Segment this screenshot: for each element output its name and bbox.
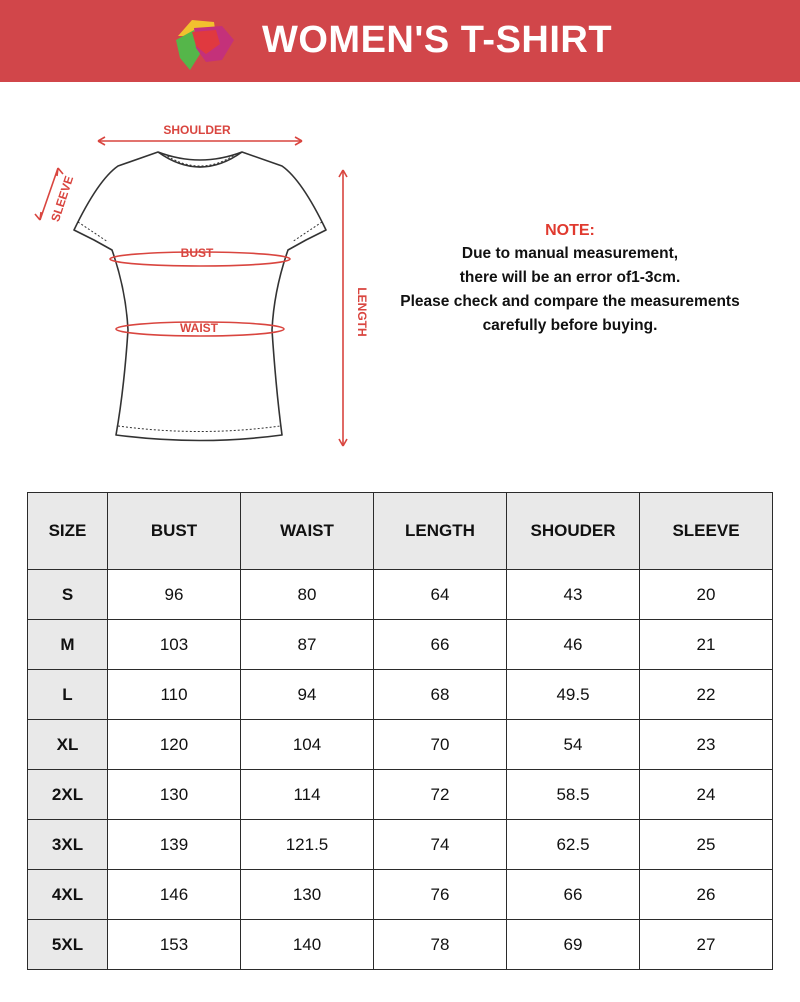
note-line: carefully before buying. — [482, 317, 658, 334]
bust-cell: 96 — [108, 570, 241, 620]
tshirt-measurement-diagram — [0, 90, 400, 470]
length-cell: 72 — [374, 770, 507, 820]
size-cell: 3XL — [28, 820, 108, 870]
shoulder-cell: 58.5 — [507, 770, 640, 820]
table-row — [28, 570, 773, 620]
column-header-waist: WAIST — [241, 493, 374, 570]
waist-cell: 87 — [241, 620, 374, 670]
column-header-bust: BUST — [108, 493, 241, 570]
bust-cell: 120 — [108, 720, 241, 770]
shoulder-cell: 43 — [507, 570, 640, 620]
bust-label: BUST — [180, 246, 214, 260]
note-line: Please check and compare the measurements — [400, 293, 740, 310]
waist-cell: 80 — [241, 570, 374, 620]
table-row — [28, 670, 773, 720]
size-chart-table — [27, 492, 773, 970]
waist-cell: 140 — [241, 920, 374, 970]
size-cell: 2XL — [28, 770, 108, 820]
page-title: WOMEN'S T-SHIRT — [262, 19, 613, 61]
bust-cell: 103 — [108, 620, 241, 670]
shoulder-cell: 66 — [507, 870, 640, 920]
page-header — [0, 0, 800, 82]
shoulder-cell: 46 — [507, 620, 640, 670]
waist-cell: 130 — [241, 870, 374, 920]
size-cell: S — [28, 570, 108, 620]
waist-cell: 94 — [241, 670, 374, 720]
bust-cell: 146 — [108, 870, 241, 920]
sleeve-cell: 21 — [640, 620, 773, 670]
shoulder-label: SHOULDER — [163, 123, 231, 137]
brand-logo-icon — [172, 14, 238, 72]
length-cell: 74 — [374, 820, 507, 870]
sleeve-cell: 24 — [640, 770, 773, 820]
size-cell: XL — [28, 720, 108, 770]
shoulder-cell: 49.5 — [507, 670, 640, 720]
waist-cell: 114 — [241, 770, 374, 820]
note-title: NOTE: — [545, 222, 595, 239]
table-row — [28, 720, 773, 770]
table-row — [28, 920, 773, 970]
length-cell: 76 — [374, 870, 507, 920]
sleeve-label: SLEEVE — [48, 174, 77, 224]
waist-cell: 121.5 — [241, 820, 374, 870]
column-header-size: SIZE — [28, 493, 108, 570]
sleeve-cell: 23 — [640, 720, 773, 770]
size-cell: M — [28, 620, 108, 670]
waist-cell: 104 — [241, 720, 374, 770]
bust-cell: 130 — [108, 770, 241, 820]
sleeve-cell: 20 — [640, 570, 773, 620]
size-cell: L — [28, 670, 108, 720]
bust-cell: 110 — [108, 670, 241, 720]
sleeve-cell: 27 — [640, 920, 773, 970]
column-header-length: LENGTH — [374, 493, 507, 570]
length-cell: 66 — [374, 620, 507, 670]
length-cell: 70 — [374, 720, 507, 770]
tshirt-outline — [74, 152, 326, 441]
length-cell: 68 — [374, 670, 507, 720]
table-header-row — [28, 493, 773, 570]
length-label: LENGTH — [355, 287, 369, 337]
note-line: Due to manual measurement, — [461, 245, 679, 262]
size-cell: 5XL — [28, 920, 108, 970]
shoulder-cell: 54 — [507, 720, 640, 770]
column-header-shoulder: SHOUDER — [507, 493, 640, 570]
sleeve-cell: 26 — [640, 870, 773, 920]
column-header-sleeve: SLEEVE — [640, 493, 773, 570]
note-line: there will be an error of1-3cm. — [459, 269, 681, 286]
waist-label: WAIST — [180, 321, 218, 335]
sleeve-cell: 25 — [640, 820, 773, 870]
table-row — [28, 870, 773, 920]
table-row — [28, 770, 773, 820]
shoulder-cell: 62.5 — [507, 820, 640, 870]
table-row — [28, 820, 773, 870]
table-row — [28, 620, 773, 670]
length-cell: 78 — [374, 920, 507, 970]
sleeve-cell: 22 — [640, 670, 773, 720]
bust-cell: 153 — [108, 920, 241, 970]
length-cell: 64 — [374, 570, 507, 620]
size-cell: 4XL — [28, 870, 108, 920]
measurement-note — [380, 220, 760, 338]
bust-cell: 139 — [108, 820, 241, 870]
shoulder-cell: 69 — [507, 920, 640, 970]
